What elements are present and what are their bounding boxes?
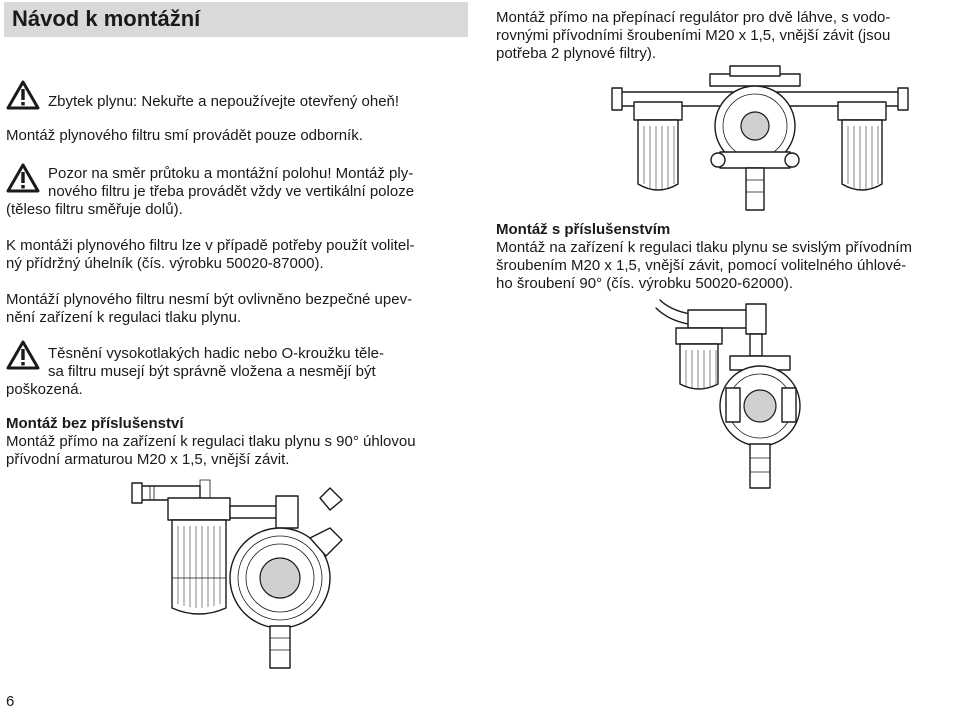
title-bar [4, 2, 468, 37]
warning-triangle-icon [6, 163, 40, 193]
section-with-accessories-line1: Montáž na zařízení k regulaci tlaku plynu se svislým přívodním [496, 239, 913, 256]
section-heading-without-accessories: Montáž bez příslušenství [6, 415, 184, 432]
section-without-accessories-line1: Montáž přímo na zařízení k regulaci tlaku plynu s 90° úhlovou [6, 433, 416, 450]
right-intro-line1: Montáž přímo na přepínací regulátor pro dvě láhve, s vodo- [496, 9, 891, 26]
warning-triangle-icon [6, 80, 40, 110]
paragraph-bracket-line2: ný přídržný úhelník (čís. výrobku 50020-87000). [6, 255, 324, 272]
warning-text-3-line1: Těsnění vysokotlakých hadic nebo O-kroužku těle- [48, 345, 384, 362]
section-with-accessories-line3: ho šroubení 90° (čís. výrobku 50020-62000). [496, 275, 794, 292]
warning-text-2-line2: nového filtru je třeba provádět vždy ve vertikální poloze [48, 183, 415, 200]
page-title: Návod k montážní [12, 6, 201, 31]
illustration-filter-with-elbow [650, 296, 810, 492]
paragraph-bracket-line1: K montáži plynového filtru lze v případě potřeby použít volitel- [6, 237, 415, 254]
warning-text-3-line2: sa filtru musejí být správně vložena a nesmějí být [48, 363, 376, 380]
warning-text-3-line3: poškozená. [6, 381, 83, 398]
paragraph-specialist: Montáž plynového filtru smí provádět pouze odborník. [6, 127, 363, 144]
warning-text-1: Zbytek plynu: Nekuřte a nepoužívejte otevřený oheň! [48, 93, 400, 110]
paragraph-safety-line1: Montáží plynového filtru nesmí být ovlivněno bezpečné upev- [6, 291, 413, 308]
warning-text-2-line3: (těleso filtru směřuje dolů). [6, 201, 183, 218]
warning-triangle-icon [6, 340, 40, 370]
section-without-accessories-line2: přívodní armaturou M20 x 1,5, vnější závit. [6, 451, 290, 468]
right-intro-line2: rovnými přívodními šroubeními M20 x 1,5, vnější závit (jsou [496, 27, 891, 44]
section-with-accessories-line2: šroubením M20 x 1,5, vnější závit, pomocí volitelného úhlové- [496, 257, 907, 274]
page-number: 6 [6, 693, 15, 710]
section-heading-with-accessories: Montáž s příslušenstvím [496, 221, 671, 238]
illustration-changeover-regulator [610, 64, 910, 214]
illustration-filter-on-regulator [130, 478, 360, 678]
right-intro-line3: potřeba 2 plynové filtry). [496, 45, 657, 62]
paragraph-safety-line2: nění zařízení k regulaci tlaku plynu. [6, 309, 242, 326]
warning-text-2-line1: Pozor na směr průtoku a montážní polohu! Montáž ply- [48, 165, 414, 182]
